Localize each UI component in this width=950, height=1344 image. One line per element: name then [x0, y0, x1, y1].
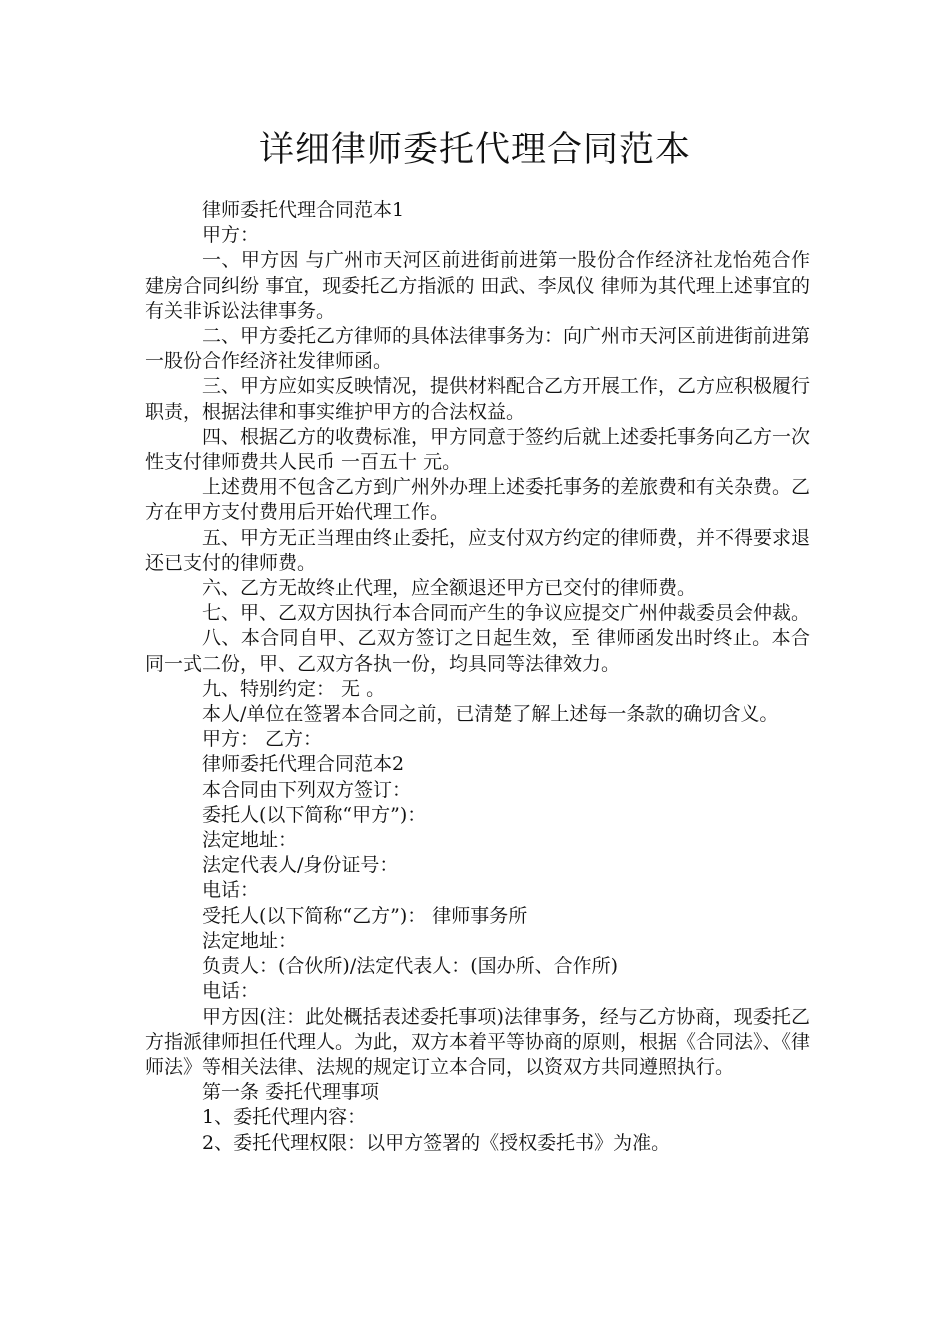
- paragraph: 甲方：: [202, 224, 260, 247]
- paragraph: 三、甲方应如实反映情况，提供材料配合乙方开展工作，乙方应积极履行职责，根据法律和事实维护甲方的合法权益。: [145, 375, 811, 423]
- paragraph: 甲方因(注：此处概括表述委托事项)法律事务，经与乙方协商，现委托乙方指派律师担任代理人。为此，双方本着平等协商的原则，根据《合同法》、《律师法》等相关法律、法规的规定订立本合同，以资双方共同遵照执行。: [145, 1005, 811, 1078]
- paragraph: 一、甲方因 与广州市天河区前进街前进第一股份合作经济社龙怡苑合作建房合同纠纷 事宜，现委托乙方指派的 田武、李凤仪 律师为其代理上述事宜的有关非诉讼法律事务。: [145, 249, 810, 322]
- paragraph: 法定地址：: [202, 929, 298, 952]
- document-title: 详细律师委托代理合同范本: [258, 130, 691, 170]
- paragraph: 受托人(以下简称“乙方”)： 律师事务所: [202, 904, 528, 927]
- paragraph: 第一条 委托代理事项: [202, 1081, 380, 1104]
- document-body: [145, 198, 810, 1156]
- paragraph: 1、委托代理内容：: [202, 1106, 367, 1129]
- paragraph: 法定地址：: [202, 829, 298, 852]
- paragraph: 负责人：(合伙所)/法定代表人：(国办所、合作所): [202, 955, 619, 978]
- paragraph: 委托人(以下简称“甲方”)：: [202, 803, 427, 826]
- paragraph: 律师委托代理合同范本1: [202, 199, 405, 221]
- paragraph: 六、乙方无故终止代理，应全额退还甲方已交付的律师费。: [202, 577, 697, 600]
- paragraph: 上述费用不包含乙方到广州外办理上述委托事务的差旅费和有关杂费。乙方在甲方支付费用后开始代理工作。: [145, 476, 811, 524]
- paragraph: 电话：: [202, 879, 260, 902]
- paragraph: 本合同由下列双方签订：: [202, 778, 412, 801]
- paragraph: 九、特别约定： 无 。: [202, 677, 386, 700]
- paragraph: 七、甲、乙双方因执行本合同而产生的争议应提交广州仲裁委员会仲裁。: [202, 602, 811, 625]
- paragraph: 律师委托代理合同范本2: [202, 753, 405, 776]
- paragraph: 电话：: [202, 980, 260, 1003]
- paragraph: 八、本合同自甲、乙双方签订之日起生效，至 律师函发出时终止。本合同一式二份，甲、乙双方各执一份，均具同等法律效力。: [145, 627, 810, 675]
- paragraph: 法定代表人/身份证号：: [202, 854, 399, 877]
- paragraph: 四、根据乙方的收费标准，甲方同意于签约后就上述委托事务向乙方一次性支付律师费共人民币 一百五十 元。: [145, 425, 811, 474]
- paragraph: 2、委托代理权限：以甲方签署的《授权委托书》为准。: [202, 1131, 671, 1154]
- paragraph: 五、甲方无正当理由终止委托，应支付双方约定的律师费，并不得要求退还已支付的律师费。: [145, 526, 811, 574]
- paragraph: 甲方： 乙方：: [202, 728, 323, 751]
- paragraph: 本人/单位在签署本合同之前，已清楚了解上述每一条款的确切含义。: [202, 703, 779, 726]
- paragraph: 二、甲方委托乙方律师的具体法律事务为：向广州市天河区前进街前进第一股份合作经济社发律师函。: [145, 325, 811, 373]
